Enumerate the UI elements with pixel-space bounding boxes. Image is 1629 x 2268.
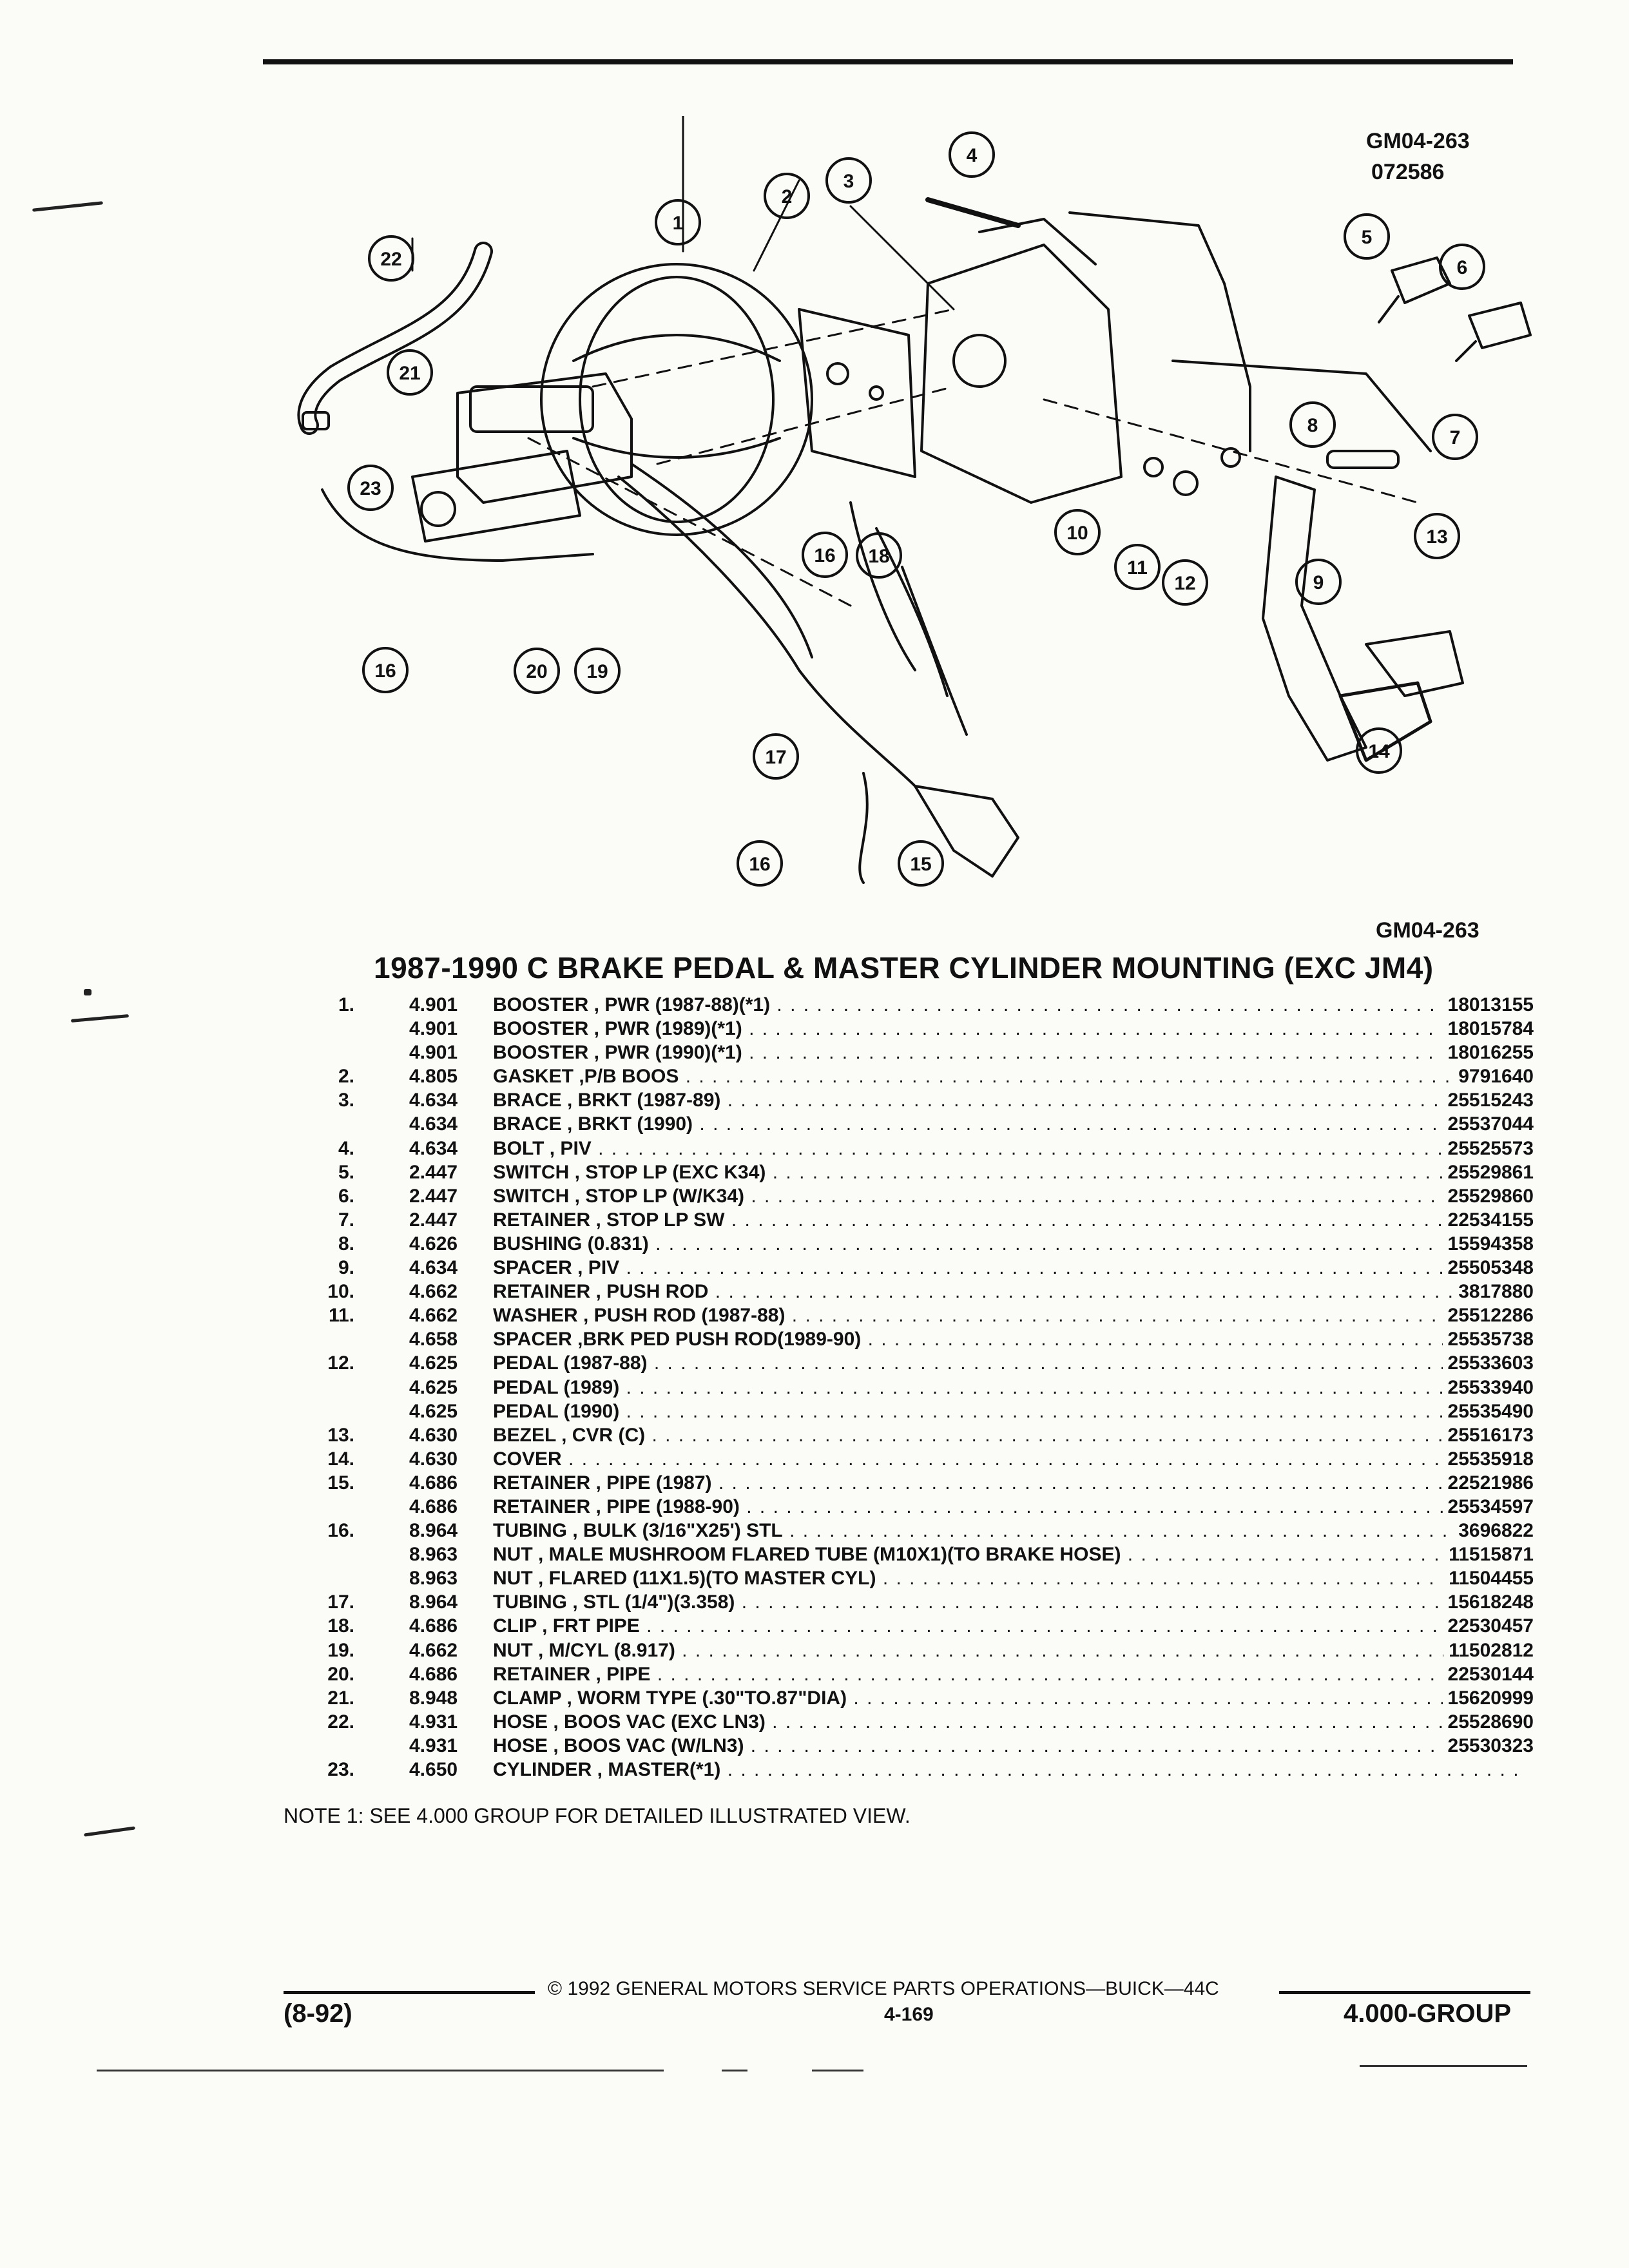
parts-row bbox=[296, 1233, 1534, 1257]
part-description: SWITCH , STOP LP (EXC K34) . . . bbox=[493, 1162, 1518, 1184]
item-number: 15. bbox=[327, 1472, 354, 1494]
callout-9: 9 bbox=[1313, 572, 1324, 593]
parts-row bbox=[296, 1472, 1534, 1496]
parts-row bbox=[296, 1448, 1534, 1472]
callout-12: 12 bbox=[1174, 573, 1196, 594]
parts-row bbox=[296, 1425, 1534, 1448]
page-title: 1987-1990 C BRAKE PEDAL & MASTER CYLINDER MOUNTING (EXC JM4) bbox=[374, 951, 1434, 985]
parts-row bbox=[296, 1329, 1534, 1352]
part-number: 25537044 bbox=[1443, 1113, 1534, 1135]
item-number: 18. bbox=[327, 1615, 354, 1637]
part-number: 3696822 bbox=[1453, 1520, 1534, 1542]
parts-row bbox=[296, 1520, 1534, 1544]
parts-row bbox=[296, 1113, 1534, 1137]
callout-17: 17 bbox=[765, 747, 787, 768]
part-description: GASKET ,P/B BOOS . . . bbox=[493, 1066, 1518, 1088]
part-description: PEDAL (1989) . . . bbox=[493, 1377, 1518, 1399]
part-number: 25533940 bbox=[1443, 1377, 1534, 1399]
margin-mark bbox=[71, 1014, 129, 1023]
firewall bbox=[921, 245, 1121, 503]
part-number: 25534597 bbox=[1443, 1496, 1534, 1518]
part-number: 22530457 bbox=[1443, 1615, 1534, 1637]
item-number: 8. bbox=[338, 1233, 354, 1254]
footer-rule-left bbox=[284, 1991, 535, 1994]
item-number: 12. bbox=[327, 1352, 354, 1374]
part-number: 25529860 bbox=[1443, 1186, 1534, 1207]
revision-date: (8-92) bbox=[284, 1999, 352, 2028]
margin-mark bbox=[84, 989, 92, 995]
part-number: 25535490 bbox=[1443, 1401, 1534, 1423]
part-number: 3817880 bbox=[1453, 1281, 1534, 1303]
parts-row bbox=[296, 1759, 1534, 1783]
callout-19: 19 bbox=[586, 661, 608, 682]
part-description: PEDAL (1990) . . . bbox=[493, 1401, 1518, 1423]
callout-2: 2 bbox=[781, 186, 793, 207]
group-code: 4.931 bbox=[409, 1735, 458, 1756]
callout-1: 1 bbox=[672, 213, 684, 234]
parts-row bbox=[296, 1664, 1534, 1687]
footnote: NOTE 1: SEE 4.000 GROUP FOR DETAILED ILLUSTRATED VIEW. bbox=[284, 1804, 911, 1827]
part-description: RETAINER , PUSH ROD . . . bbox=[493, 1281, 1518, 1303]
figure-code-top: GM04-263 bbox=[1366, 129, 1470, 153]
item-number: 9. bbox=[338, 1257, 354, 1279]
parts-row bbox=[296, 1281, 1534, 1305]
group-code: 4.662 bbox=[409, 1305, 458, 1327]
item-number: 11. bbox=[328, 1305, 354, 1327]
group-code: 2.447 bbox=[409, 1209, 458, 1231]
page-edge-line bbox=[812, 2070, 863, 2071]
item-number: 13. bbox=[327, 1424, 354, 1446]
item-number: 16. bbox=[327, 1520, 354, 1542]
page-edge-line bbox=[722, 2070, 747, 2071]
figure-code-bottom: GM04-263 bbox=[1376, 918, 1480, 943]
pivot-bolt bbox=[928, 200, 1018, 226]
callout-5: 5 bbox=[1361, 227, 1373, 248]
parts-row bbox=[296, 1162, 1534, 1186]
part-number: 15618248 bbox=[1443, 1591, 1534, 1613]
part-number: 25515243 bbox=[1443, 1090, 1534, 1111]
page-number: 4-169 bbox=[884, 2004, 934, 2025]
group-label: 4.000-GROUP bbox=[1344, 1999, 1512, 2028]
part-number: 25529861 bbox=[1443, 1162, 1534, 1184]
exploded-parts-diagram bbox=[271, 116, 1534, 915]
booster-gasket bbox=[799, 309, 915, 477]
item-number: 5. bbox=[338, 1161, 354, 1183]
parts-row bbox=[296, 1711, 1534, 1735]
part-description: SPACER , PIV . . . bbox=[493, 1257, 1518, 1279]
figure-date-code: 072586 bbox=[1371, 160, 1445, 184]
group-code: 4.901 bbox=[409, 1018, 458, 1040]
callout-4: 4 bbox=[966, 145, 978, 166]
part-number: 25535738 bbox=[1443, 1329, 1534, 1350]
part-number: 22521986 bbox=[1443, 1472, 1534, 1494]
part-description: HOSE , BOOS VAC (W/LN3) . . . bbox=[493, 1735, 1518, 1757]
part-description: CLAMP , WORM TYPE (.30"TO.87"DIA) . . . bbox=[493, 1687, 1518, 1709]
part-number: 15620999 bbox=[1443, 1687, 1534, 1709]
group-code: 8.964 bbox=[409, 1591, 458, 1613]
top-rule bbox=[263, 59, 1513, 64]
parts-row bbox=[296, 1209, 1534, 1233]
callout-7: 7 bbox=[1449, 427, 1461, 448]
part-description: CYLINDER , MASTER(*1) . . . bbox=[493, 1759, 1518, 1781]
part-description: NUT , MALE MUSHROOM FLARED TUBE (M10X1)(TO BRAKE HOSE) . . . bbox=[493, 1544, 1518, 1566]
part-description: NUT , M/CYL (8.917) . . . bbox=[493, 1640, 1518, 1662]
group-code: 8.963 bbox=[409, 1544, 458, 1566]
item-number: 23. bbox=[327, 1759, 354, 1780]
group-code: 4.662 bbox=[409, 1639, 458, 1661]
callout-14: 14 bbox=[1368, 741, 1390, 762]
group-code: 4.901 bbox=[409, 994, 458, 1015]
item-number: 6. bbox=[338, 1185, 354, 1207]
part-description: BRACE , BRKT (1990) . . . bbox=[493, 1113, 1518, 1135]
group-code: 4.634 bbox=[409, 1113, 458, 1135]
parts-list bbox=[296, 994, 1534, 1783]
part-description: BOOSTER , PWR (1989)(*1) . . . bbox=[493, 1018, 1518, 1040]
part-description: HOSE , BOOS VAC (EXC LN3) . . . bbox=[493, 1711, 1518, 1733]
callout-16: 16 bbox=[814, 545, 836, 566]
parts-row bbox=[296, 1591, 1534, 1615]
copyright-line: © 1992 GENERAL MOTORS SERVICE PARTS OPERATIONS—BUICK—44C bbox=[548, 1978, 1219, 1999]
part-description: BOLT , PIV . . . bbox=[493, 1138, 1518, 1160]
parts-row bbox=[296, 1352, 1534, 1376]
part-description: BOOSTER , PWR (1990)(*1) . . . bbox=[493, 1042, 1518, 1064]
part-description: RETAINER , STOP LP SW . . . bbox=[493, 1209, 1518, 1231]
group-code: 4.625 bbox=[409, 1376, 458, 1398]
part-number: 22530144 bbox=[1443, 1664, 1534, 1686]
parts-row bbox=[296, 1377, 1534, 1401]
item-number: 21. bbox=[327, 1687, 354, 1709]
part-number: 18016255 bbox=[1443, 1042, 1534, 1064]
part-description: BRACE , BRKT (1987-89) . . . bbox=[493, 1090, 1518, 1111]
part-description: WASHER , PUSH ROD (1987-88) . . . bbox=[493, 1305, 1518, 1327]
page-edge-line bbox=[1360, 2065, 1527, 2067]
part-number: 25512286 bbox=[1443, 1305, 1534, 1327]
group-code: 4.625 bbox=[409, 1352, 458, 1374]
group-code: 8.948 bbox=[409, 1687, 458, 1709]
parts-row bbox=[296, 1186, 1534, 1209]
callout-21: 21 bbox=[399, 363, 421, 384]
part-number: 15594358 bbox=[1443, 1233, 1534, 1255]
group-code: 4.634 bbox=[409, 1137, 458, 1159]
item-number: 14. bbox=[327, 1448, 354, 1470]
part-description: RETAINER , PIPE . . . bbox=[493, 1664, 1518, 1686]
part-description: BEZEL , CVR (C) . . . bbox=[493, 1425, 1518, 1446]
part-description: SPACER ,BRK PED PUSH ROD(1989-90) . . . bbox=[493, 1329, 1518, 1350]
item-number: 2. bbox=[338, 1066, 354, 1088]
group-code: 4.634 bbox=[409, 1090, 458, 1111]
part-number: 11515871 bbox=[1443, 1544, 1534, 1566]
item-number: 22. bbox=[327, 1711, 354, 1733]
part-number: 25516173 bbox=[1443, 1425, 1534, 1446]
part-description: CLIP , FRT PIPE . . . bbox=[493, 1615, 1518, 1637]
group-code: 4.686 bbox=[409, 1472, 458, 1494]
callout-8: 8 bbox=[1307, 415, 1318, 436]
callout-16: 16 bbox=[374, 660, 396, 682]
group-code: 8.963 bbox=[409, 1568, 458, 1590]
part-number: 25530323 bbox=[1443, 1735, 1534, 1757]
part-description: BOOSTER , PWR (1987-88)(*1) . . . bbox=[493, 994, 1518, 1016]
parts-row bbox=[296, 1305, 1534, 1329]
part-description: TUBING , STL (1/4")(3.358) . . . bbox=[493, 1591, 1518, 1613]
group-code: 4.630 bbox=[409, 1448, 458, 1470]
part-number: 11502812 bbox=[1443, 1640, 1534, 1662]
parts-row bbox=[296, 1568, 1534, 1591]
callout-13: 13 bbox=[1426, 526, 1448, 548]
part-number: 18013155 bbox=[1443, 994, 1534, 1016]
margin-mark bbox=[84, 1826, 135, 1836]
item-number: 1. bbox=[338, 994, 354, 1015]
callout-20: 20 bbox=[526, 661, 548, 682]
callout-16: 16 bbox=[749, 854, 771, 875]
part-description: TUBING , BULK (3/16"X25') STL . . . bbox=[493, 1520, 1518, 1542]
part-number: 25535918 bbox=[1443, 1448, 1534, 1470]
callout-3: 3 bbox=[843, 171, 854, 192]
part-number: 25525573 bbox=[1443, 1138, 1534, 1160]
group-code: 4.658 bbox=[409, 1329, 458, 1350]
parts-row bbox=[296, 1042, 1534, 1066]
group-code: 4.625 bbox=[409, 1400, 458, 1422]
callout-18: 18 bbox=[868, 546, 890, 567]
part-description: SWITCH , STOP LP (W/K34) . . . bbox=[493, 1186, 1518, 1207]
parts-row bbox=[296, 1544, 1534, 1568]
group-code: 4.662 bbox=[409, 1281, 458, 1303]
part-description: RETAINER , PIPE (1988-90) . . . bbox=[493, 1496, 1518, 1518]
part-description: COVER . . . bbox=[493, 1448, 1518, 1470]
group-code: 2.447 bbox=[409, 1185, 458, 1207]
parts-row bbox=[296, 1687, 1534, 1711]
part-description: BUSHING (0.831) . . . bbox=[493, 1233, 1518, 1255]
part-number: 9791640 bbox=[1453, 1066, 1534, 1088]
part-description: PEDAL (1987-88) . . . bbox=[493, 1352, 1518, 1374]
group-code: 8.964 bbox=[409, 1520, 458, 1542]
parts-row bbox=[296, 1735, 1534, 1759]
page-edge-line bbox=[97, 2070, 664, 2071]
parts-row bbox=[296, 1090, 1534, 1113]
parts-row bbox=[296, 1615, 1534, 1639]
footer-rule-right bbox=[1279, 1991, 1530, 1994]
parts-row bbox=[296, 1496, 1534, 1520]
item-number: 3. bbox=[338, 1090, 354, 1111]
part-number: 25533603 bbox=[1443, 1352, 1534, 1374]
item-number: 10. bbox=[327, 1281, 354, 1303]
callout-22: 22 bbox=[380, 249, 402, 270]
part-number: 25528690 bbox=[1443, 1711, 1534, 1733]
group-code: 4.650 bbox=[409, 1759, 458, 1780]
parts-row bbox=[296, 1257, 1534, 1281]
pedal-bezel bbox=[1366, 631, 1463, 696]
item-number: 4. bbox=[338, 1137, 354, 1159]
group-code: 4.686 bbox=[409, 1663, 458, 1685]
group-code: 4.686 bbox=[409, 1495, 458, 1517]
callout-10: 10 bbox=[1066, 523, 1088, 544]
parts-row bbox=[296, 1401, 1534, 1425]
parts-row bbox=[296, 1066, 1534, 1090]
part-description: RETAINER , PIPE (1987) . . . bbox=[493, 1472, 1518, 1494]
group-code: 4.901 bbox=[409, 1042, 458, 1064]
parts-row bbox=[296, 994, 1534, 1018]
group-code: 4.931 bbox=[409, 1711, 458, 1733]
item-number: 19. bbox=[327, 1639, 354, 1661]
parts-row bbox=[296, 1640, 1534, 1664]
group-code: 4.805 bbox=[409, 1066, 458, 1088]
parts-row bbox=[296, 1138, 1534, 1162]
parts-row bbox=[296, 1018, 1534, 1042]
part-number: 18015784 bbox=[1443, 1018, 1534, 1040]
item-number: 7. bbox=[338, 1209, 354, 1231]
part-description: NUT , FLARED (11X1.5)(TO MASTER CYL) . . . bbox=[493, 1568, 1518, 1590]
part-number: 22534155 bbox=[1443, 1209, 1534, 1231]
callout-6: 6 bbox=[1456, 257, 1468, 278]
group-code: 4.634 bbox=[409, 1257, 458, 1279]
group-code: 4.626 bbox=[409, 1233, 458, 1254]
group-code: 4.686 bbox=[409, 1615, 458, 1637]
callout-circles bbox=[349, 133, 1484, 885]
callout-23: 23 bbox=[360, 478, 381, 499]
margin-mark bbox=[32, 201, 103, 211]
item-number: 17. bbox=[327, 1591, 354, 1613]
callout-15: 15 bbox=[910, 854, 932, 875]
item-number: 20. bbox=[327, 1663, 354, 1685]
group-code: 4.630 bbox=[409, 1424, 458, 1446]
part-number: 25505348 bbox=[1443, 1257, 1534, 1279]
group-code: 2.447 bbox=[409, 1161, 458, 1183]
callout-11: 11 bbox=[1127, 557, 1148, 579]
part-number: 11504455 bbox=[1443, 1568, 1534, 1590]
